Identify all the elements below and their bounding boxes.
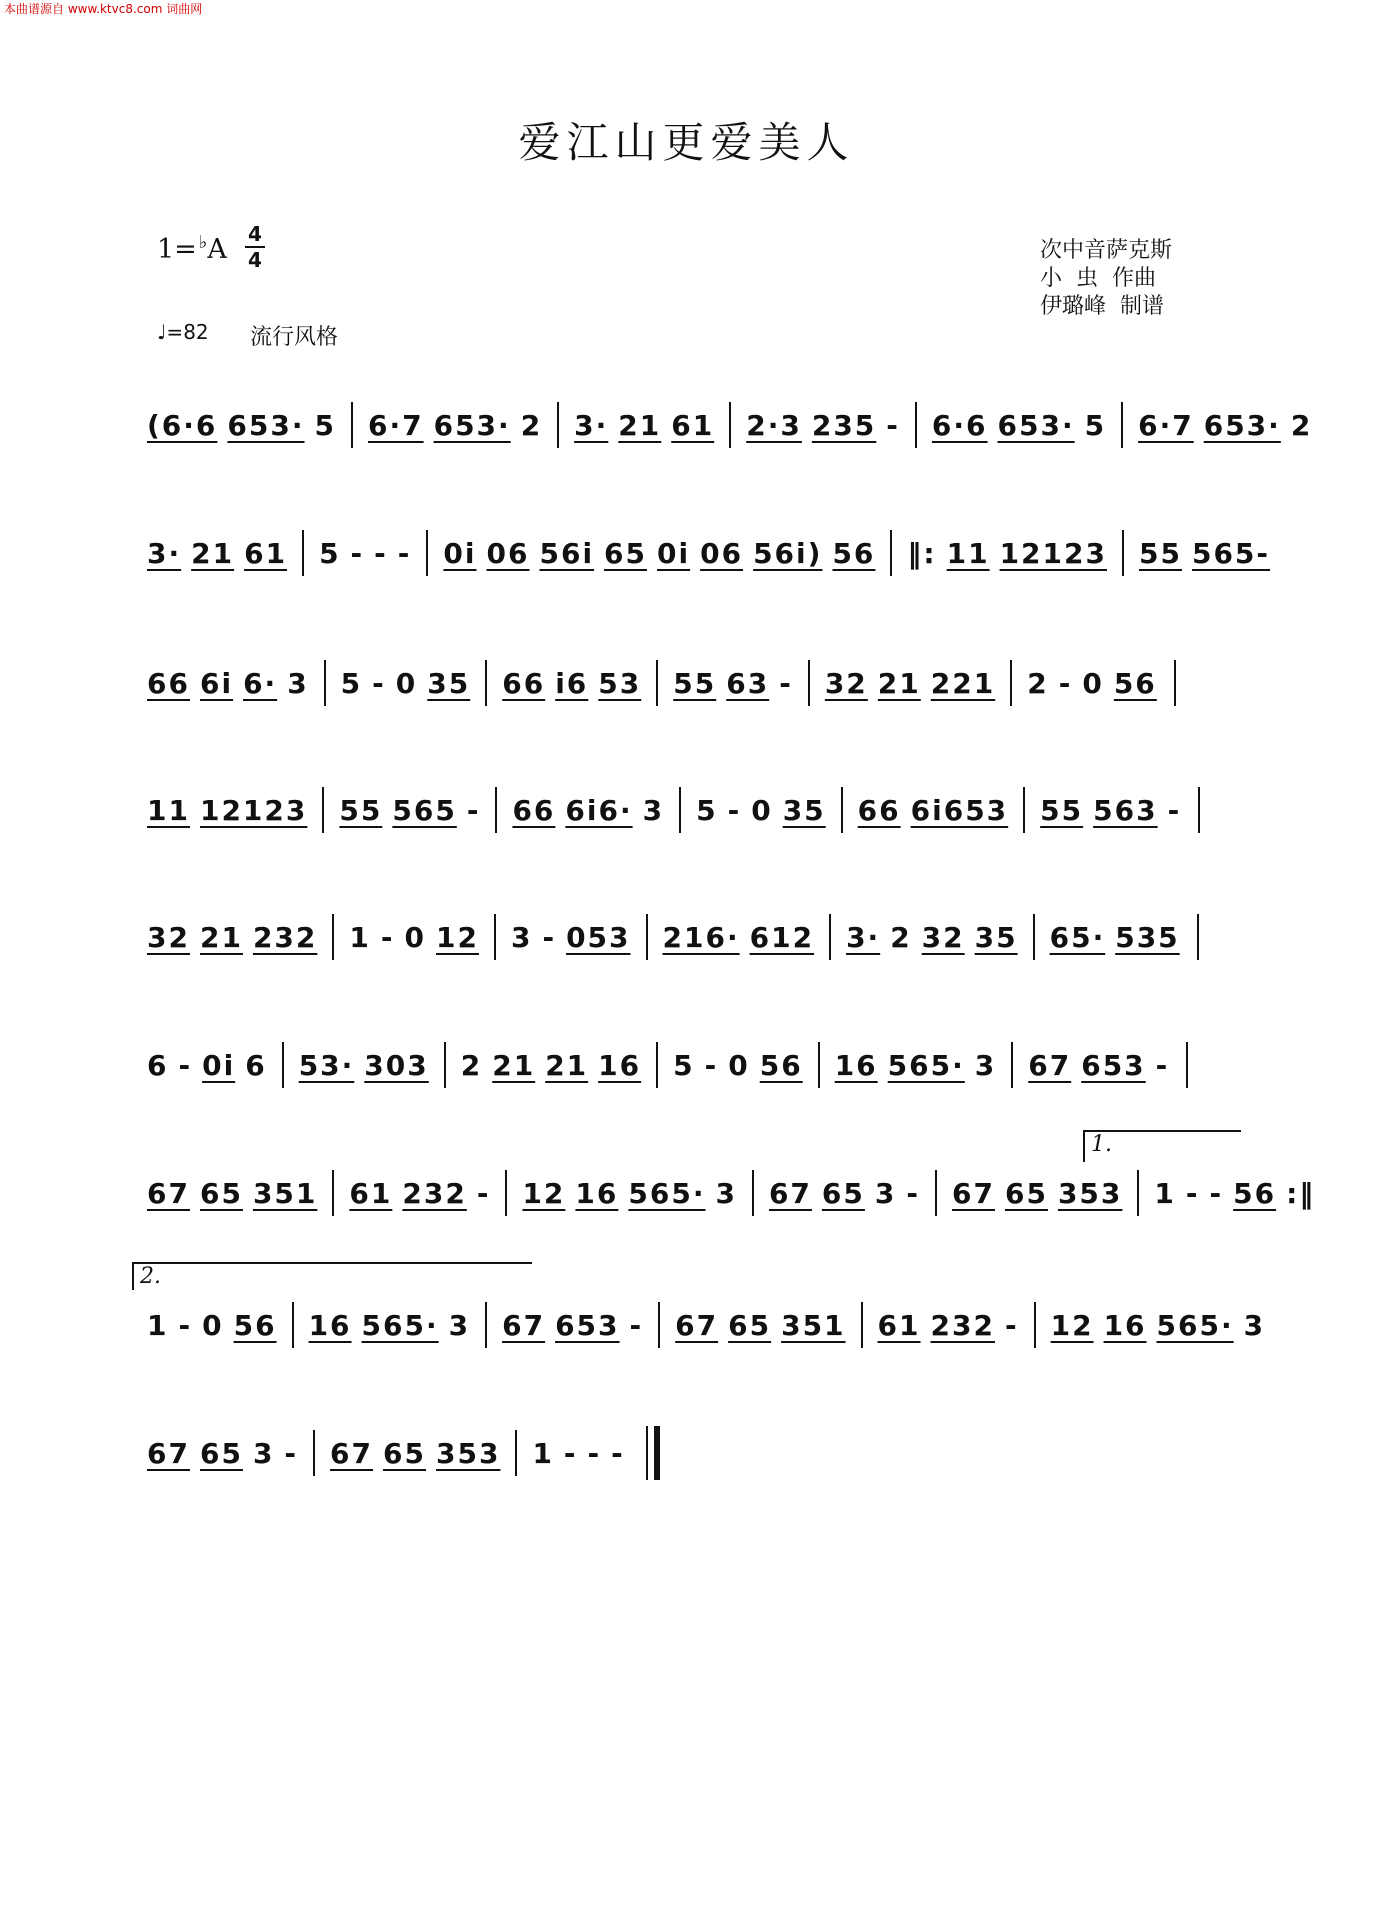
measure: [132, 1170, 332, 1216]
note-group: 67: [952, 1176, 995, 1210]
measure: [752, 1170, 935, 1216]
note-group: -: [284, 1436, 299, 1470]
notation-system: [132, 1300, 1266, 1350]
note-group: 65: [383, 1436, 426, 1470]
note-group: 653·: [433, 408, 511, 442]
tempo-marking: ♩=82: [157, 320, 209, 344]
notation-system: [132, 912, 1232, 962]
note-group: 565·: [1156, 1308, 1234, 1342]
note-group: -: [476, 1176, 491, 1210]
note-group: -: [906, 1176, 920, 1210]
note-group: 3: [510, 920, 533, 954]
note-group: 5: [319, 536, 341, 570]
note-group: 16: [1103, 1308, 1147, 1342]
note-group: -: [779, 666, 793, 700]
note-group: 0: [751, 793, 773, 827]
measure: [915, 402, 1121, 448]
note-group: 232: [930, 1308, 995, 1342]
measure: [935, 1170, 1137, 1216]
note-group: 66: [512, 793, 556, 827]
measure: [132, 787, 322, 833]
note-group: 65: [199, 1176, 243, 1210]
measure: [656, 660, 808, 706]
note-group: 2: [1027, 666, 1049, 700]
time-signature-top: 4: [248, 222, 262, 246]
first-ending-bracket: 1.: [1083, 1130, 1241, 1162]
note-group: 55: [339, 793, 383, 827]
second-ending-bracket: 2.: [132, 1262, 532, 1290]
measure: [132, 1430, 313, 1476]
note-group: 67: [330, 1436, 374, 1470]
note-group: (6·6: [147, 408, 218, 442]
style-marking: 流行风格: [250, 325, 339, 350]
note-group: 56: [1113, 666, 1157, 700]
measure: [829, 914, 1033, 960]
note-group: 653: [1081, 1048, 1146, 1082]
time-signature: [245, 223, 265, 271]
note-group: -: [886, 408, 900, 442]
measure: [282, 1042, 444, 1088]
measure: [132, 660, 324, 706]
note-group: 3·: [846, 920, 881, 954]
note-group: 12123: [999, 536, 1107, 570]
note-group: 3·: [574, 408, 609, 442]
measure: [302, 530, 426, 576]
note-group: 32: [824, 666, 868, 700]
measure: [818, 1042, 1012, 1088]
note-group: 67: [502, 1308, 546, 1342]
note-group: 3: [874, 1176, 897, 1210]
source-watermark: 本曲谱源自 www.ktvc8.com 词曲网: [4, 2, 203, 16]
note-group: -: [178, 1308, 193, 1342]
note-group: -: [1185, 1176, 1200, 1210]
measure: [485, 660, 656, 706]
note-group: 6i653: [910, 793, 1009, 827]
measure: [494, 914, 646, 960]
note-group: 232: [252, 920, 318, 954]
note-group: 303: [364, 1048, 429, 1082]
barline: [1198, 787, 1200, 833]
note-group: ‖:: [907, 536, 937, 570]
note-group: 3: [642, 793, 665, 827]
note-group: 66: [502, 666, 546, 700]
notation-system: [132, 1040, 1232, 1090]
note-group: 353: [435, 1436, 501, 1470]
note-group: 5: [314, 408, 336, 442]
barline: [1197, 914, 1199, 960]
note-group: 6·7: [1138, 408, 1194, 442]
note-group: 66: [857, 793, 901, 827]
note-group: 235: [811, 408, 877, 442]
note-group: 0: [395, 666, 418, 700]
credit-instrument: 次中音萨克斯: [1040, 238, 1173, 263]
note-group: 21: [191, 536, 235, 570]
note-group: -: [1167, 793, 1182, 827]
note-group: 65: [728, 1308, 772, 1342]
measure: [679, 787, 841, 833]
note-group: 653: [555, 1308, 620, 1342]
note-group: 6i6·: [565, 793, 633, 827]
note-group: 21: [877, 666, 921, 700]
note-group: 221: [930, 666, 996, 700]
note-group: 67: [147, 1436, 190, 1470]
notation-system: [132, 400, 1313, 450]
measure: [557, 402, 729, 448]
note-group: 67: [147, 1176, 190, 1210]
measure: [808, 660, 1010, 706]
note-group: 56: [759, 1048, 803, 1082]
note-group: 35: [427, 666, 471, 700]
measure: [729, 402, 915, 448]
note-group: -: [178, 1048, 193, 1082]
note-group: 61: [671, 408, 715, 442]
note-group: 12: [1050, 1308, 1094, 1342]
note-group: 55: [1139, 536, 1182, 570]
note-group: 6: [245, 1048, 267, 1082]
note-group: 612: [749, 920, 815, 954]
note-group: 565·: [628, 1176, 706, 1210]
notation-system: [132, 1428, 1232, 1478]
note-group: 65: [1004, 1176, 1048, 1210]
note-group: 35: [974, 920, 1018, 954]
note-group: 21: [545, 1048, 589, 1082]
note-group: 61: [244, 536, 288, 570]
note-group: 56: [233, 1308, 277, 1342]
note-group: -: [397, 536, 412, 570]
note-group: 6·7: [367, 408, 424, 442]
note-group: 1: [532, 1436, 554, 1470]
measure: [656, 1042, 818, 1088]
measure: [332, 1170, 505, 1216]
note-group: -: [1058, 666, 1073, 700]
note-group: 1: [1154, 1176, 1176, 1210]
note-group: 563: [1093, 793, 1158, 827]
final-barline: [646, 1426, 660, 1480]
note-group: 0i: [202, 1048, 236, 1082]
note-group: -: [727, 793, 742, 827]
note-group: 5: [696, 793, 718, 827]
note-group: 32: [147, 920, 190, 954]
note-group: 67: [1028, 1048, 1072, 1082]
note-group: 16: [308, 1308, 352, 1342]
measure: [1034, 1302, 1281, 1348]
note-group: 61: [349, 1176, 393, 1210]
note-group: 2: [460, 1048, 483, 1082]
note-group: 16: [598, 1048, 642, 1082]
note-group: 56i): [753, 536, 823, 570]
note-group: 6·6: [931, 408, 988, 442]
measure: [861, 1302, 1034, 1348]
note-group: i6: [555, 666, 589, 700]
note-group: 65: [821, 1176, 865, 1210]
note-group: :‖: [1286, 1176, 1316, 1210]
measure: [1121, 402, 1327, 448]
note-group: 535: [1115, 920, 1180, 954]
note-group: 1: [349, 920, 371, 954]
note-group: 2: [520, 408, 543, 442]
note-group: 0: [1082, 666, 1104, 700]
measure: [646, 914, 830, 960]
note-group: 053: [566, 920, 631, 954]
note-group: 5: [673, 1048, 695, 1082]
note-group: 56: [1233, 1176, 1277, 1210]
measure: [1033, 914, 1195, 960]
note-group: 232: [402, 1176, 467, 1210]
note-group: 61: [877, 1308, 921, 1342]
notation-system: [132, 528, 1271, 578]
note-group: -: [372, 666, 386, 700]
measure: [515, 1430, 639, 1476]
note-group: 216·: [662, 920, 740, 954]
note-group: 67: [675, 1308, 719, 1342]
note-group: 3·: [147, 536, 182, 570]
note-group: 0i: [443, 536, 477, 570]
note-group: 0i: [657, 536, 691, 570]
measure: [1137, 1170, 1330, 1216]
note-group: 06: [700, 536, 744, 570]
note-group: 11: [946, 536, 990, 570]
note-group: -: [587, 1436, 602, 1470]
note-group: 3: [448, 1308, 471, 1342]
note-group: 0: [728, 1048, 750, 1082]
note-group: 6i: [199, 666, 234, 700]
note-group: 565: [392, 793, 457, 827]
note-group: 565·: [361, 1308, 439, 1342]
measure: [351, 402, 557, 448]
measure: [324, 660, 486, 706]
note-group: 66: [147, 666, 190, 700]
note-group: 56i: [539, 536, 595, 570]
note-group: 12: [522, 1176, 566, 1210]
note-group: 06: [486, 536, 530, 570]
measure: [132, 914, 332, 960]
note-group: 67: [768, 1176, 812, 1210]
note-group: -: [542, 920, 557, 954]
measure: [132, 1042, 282, 1088]
note-group: 1: [147, 1308, 169, 1342]
notation-system: [132, 1168, 1316, 1218]
note-group: 6: [147, 1048, 169, 1082]
notation-system: [132, 785, 1232, 835]
measure: [332, 914, 494, 960]
key-prefix: 1=: [157, 234, 197, 265]
note-group: 12123: [199, 793, 308, 827]
note-group: 653·: [997, 408, 1075, 442]
measure: [890, 530, 1122, 576]
note-group: 0: [202, 1308, 224, 1342]
credits: [1040, 237, 1172, 321]
measure: [313, 1430, 515, 1476]
note-group: -: [1209, 1176, 1224, 1210]
note-group: 12: [435, 920, 479, 954]
note-group: 351: [781, 1308, 846, 1342]
note-group: 2: [890, 920, 912, 954]
note-group: 653·: [1203, 408, 1281, 442]
measure: [495, 787, 679, 833]
note-group: 21: [492, 1048, 536, 1082]
barline: [1174, 660, 1176, 706]
key-note: A: [207, 234, 227, 265]
measure: [322, 787, 495, 833]
song-title: 爱江山更爱美人: [518, 118, 855, 167]
measure: [1011, 1042, 1184, 1088]
notation-system: [132, 658, 1232, 708]
note-group: 565·: [887, 1048, 965, 1082]
note-group: 65·: [1049, 920, 1106, 954]
note-group: 5: [1084, 408, 1107, 442]
note-group: -: [1155, 1048, 1170, 1082]
measure: [1010, 660, 1172, 706]
measure: [485, 1302, 658, 1348]
note-group: 65: [604, 536, 648, 570]
note-group: 6·: [243, 666, 278, 700]
note-group: -: [629, 1308, 644, 1342]
note-group: 11: [147, 793, 190, 827]
note-group: 65: [199, 1436, 243, 1470]
note-group: 653·: [227, 408, 305, 442]
measure: [132, 402, 351, 448]
note-group: 35: [782, 793, 826, 827]
measure: [426, 530, 890, 576]
barline: [1186, 1042, 1188, 1088]
note-group: -: [380, 920, 395, 954]
note-group: -: [704, 1048, 719, 1082]
note-group: -: [374, 536, 388, 570]
note-group: 63: [726, 666, 770, 700]
note-group: 56: [832, 536, 876, 570]
note-group: 353: [1057, 1176, 1123, 1210]
note-group: -: [350, 536, 365, 570]
flat-icon: ♭: [198, 232, 208, 253]
note-group: 55: [1040, 793, 1084, 827]
credit-arranger: 伊璐峰 制谱: [1040, 294, 1164, 319]
measure: [658, 1302, 860, 1348]
note-group: 16: [834, 1048, 878, 1082]
note-group: -: [611, 1436, 625, 1470]
time-signature-bottom: 4: [248, 248, 262, 272]
note-group: 3: [974, 1048, 997, 1082]
note-group: 565-: [1191, 536, 1271, 570]
credit-composer: 小 虫 作曲: [1040, 266, 1156, 291]
measure: [505, 1170, 752, 1216]
note-group: 55: [673, 666, 717, 700]
note-group: 21: [199, 920, 243, 954]
note-group: 3: [252, 1436, 275, 1470]
note-group: 3: [287, 666, 309, 700]
measure: [444, 1042, 656, 1088]
measure: [292, 1302, 486, 1348]
note-group: 16: [575, 1176, 619, 1210]
key-signature: [157, 232, 227, 265]
note-group: 53·: [298, 1048, 355, 1082]
note-group: 0: [404, 920, 426, 954]
note-group: 3: [715, 1176, 737, 1210]
note-group: 5: [340, 666, 363, 700]
note-group: -: [466, 793, 481, 827]
note-group: 351: [252, 1176, 318, 1210]
note-group: 2·3: [746, 408, 802, 442]
note-group: 53: [598, 666, 642, 700]
note-group: 3: [1243, 1308, 1266, 1342]
measure: [132, 1302, 292, 1348]
note-group: -: [1004, 1308, 1019, 1342]
note-group: 21: [618, 408, 662, 442]
measure: [1023, 787, 1196, 833]
note-group: -: [563, 1436, 578, 1470]
measure: [841, 787, 1024, 833]
measure: [132, 530, 302, 576]
measure: [1122, 530, 1285, 576]
note-group: 2: [1290, 408, 1313, 442]
note-group: 32: [921, 920, 965, 954]
